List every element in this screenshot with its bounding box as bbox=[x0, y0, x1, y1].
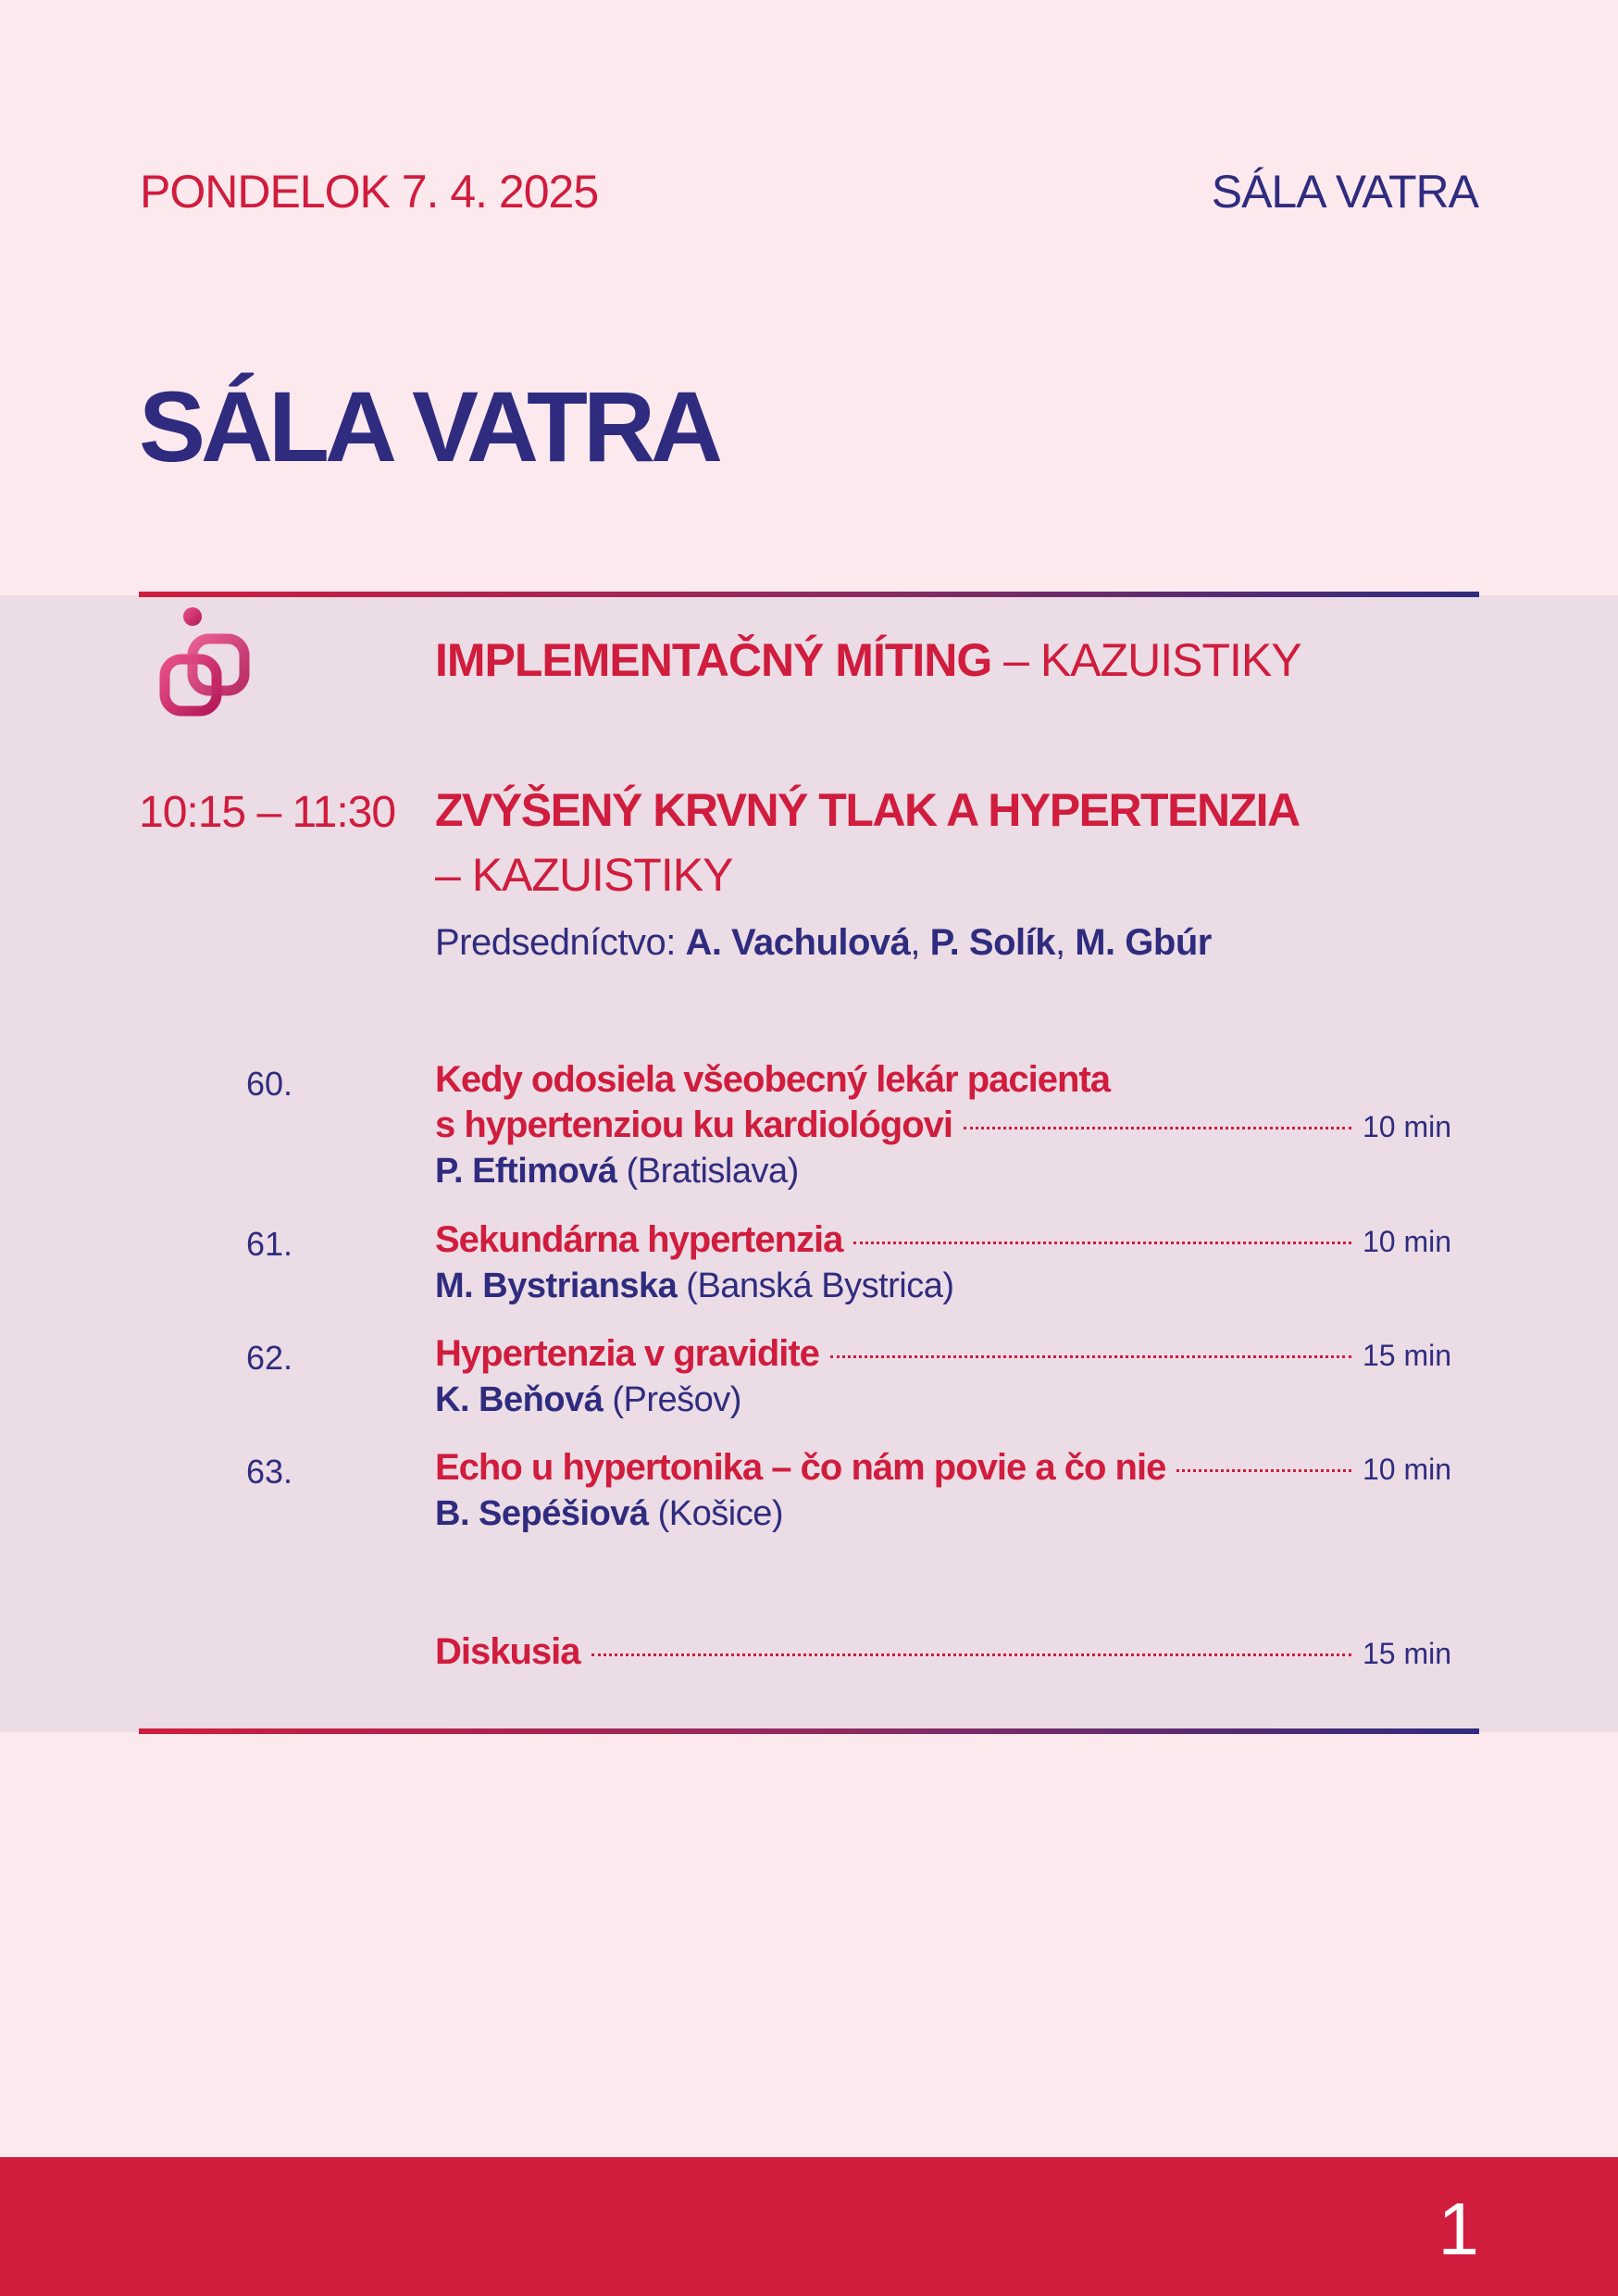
dot-leader bbox=[1176, 1469, 1351, 1472]
author-city: (Košice) bbox=[648, 1494, 783, 1533]
author-city: (Banská Bystrica) bbox=[677, 1267, 954, 1305]
talk-title: s hypertenziou ku kardiológovi bbox=[435, 1104, 952, 1145]
talk-number: 63. bbox=[246, 1453, 293, 1491]
author-name: B. Sepéšiová bbox=[435, 1494, 649, 1533]
talk-number: 60. bbox=[246, 1065, 293, 1103]
talk-title-line bbox=[435, 1059, 1451, 1101]
talk-title: Hypertenzia v gravidite bbox=[435, 1333, 819, 1374]
talk-title: Echo u hypertonika – čo nám povie a čo nie bbox=[435, 1447, 1166, 1488]
talk-author bbox=[435, 1380, 741, 1420]
talk-number: 62. bbox=[246, 1339, 293, 1377]
page-title: SÁLA VATRA bbox=[139, 370, 718, 482]
talk-duration: 15 min bbox=[1362, 1339, 1451, 1372]
page-number: 1 bbox=[1438, 2188, 1479, 2270]
talk-title-line bbox=[435, 1104, 1451, 1146]
talk-duration: 10 min bbox=[1362, 1110, 1451, 1143]
chair-separator: , bbox=[1055, 922, 1076, 963]
talk-number: 61. bbox=[246, 1225, 293, 1263]
talk-duration: 10 min bbox=[1362, 1225, 1451, 1258]
session-type bbox=[435, 633, 1301, 687]
dot-leader bbox=[830, 1355, 1351, 1358]
session-type-bold: IMPLEMENTAČNÝ MÍTING bbox=[435, 634, 992, 686]
author-name: M. Bystrianska bbox=[435, 1267, 678, 1305]
chair-name: P. Solík bbox=[929, 922, 1055, 963]
dot-leader bbox=[964, 1127, 1351, 1129]
dot-leader bbox=[853, 1242, 1351, 1244]
discussion-line bbox=[435, 1631, 1451, 1673]
talk-author bbox=[435, 1152, 799, 1192]
header-date: PONDELOK 7. 4. 2025 bbox=[140, 166, 599, 218]
top-divider bbox=[139, 592, 1479, 597]
talk-title-line bbox=[435, 1219, 1451, 1261]
discussion-duration: 15 min bbox=[1362, 1637, 1451, 1670]
chairs-label: Predsedníctvo: bbox=[435, 922, 686, 963]
talk-duration: 10 min bbox=[1362, 1453, 1451, 1486]
author-name: K. Beňová bbox=[435, 1380, 604, 1419]
talk-title: Kedy odosiela všeobecný lekár pacienta bbox=[435, 1059, 1111, 1100]
talk-title-line bbox=[435, 1333, 1451, 1375]
author-name: P. Eftimová bbox=[435, 1152, 617, 1191]
chair-name: M. Gbúr bbox=[1075, 922, 1212, 963]
block-time: 10:15 – 11:30 bbox=[139, 788, 396, 837]
talk-title: Sekundárna hypertenzia bbox=[435, 1219, 843, 1260]
talk-author bbox=[435, 1494, 783, 1534]
chair-separator: , bbox=[910, 922, 930, 963]
talk-title-line bbox=[435, 1447, 1451, 1489]
header-room: SÁLA VATRA bbox=[1211, 166, 1478, 218]
block-title: ZVÝŠENÝ KRVNÝ TLAK A HYPERTENZIA bbox=[435, 784, 1300, 836]
session-panel bbox=[0, 595, 1618, 1732]
chairs bbox=[435, 922, 1212, 964]
discussion-title: Diskusia bbox=[435, 1631, 580, 1672]
talk-author bbox=[435, 1267, 954, 1306]
footer-bar bbox=[0, 2157, 1618, 2296]
dot-leader bbox=[591, 1653, 1351, 1656]
meeting-logo-icon bbox=[156, 602, 257, 731]
bottom-divider bbox=[139, 1728, 1479, 1734]
author-city: (Prešov) bbox=[603, 1380, 741, 1419]
session-type-rest: – KAZUISTIKY bbox=[991, 634, 1301, 686]
chair-name: A. Vachulová bbox=[685, 922, 911, 963]
block-subtitle: – KAZUISTIKY bbox=[435, 849, 733, 901]
author-city: (Bratislava) bbox=[616, 1152, 799, 1191]
